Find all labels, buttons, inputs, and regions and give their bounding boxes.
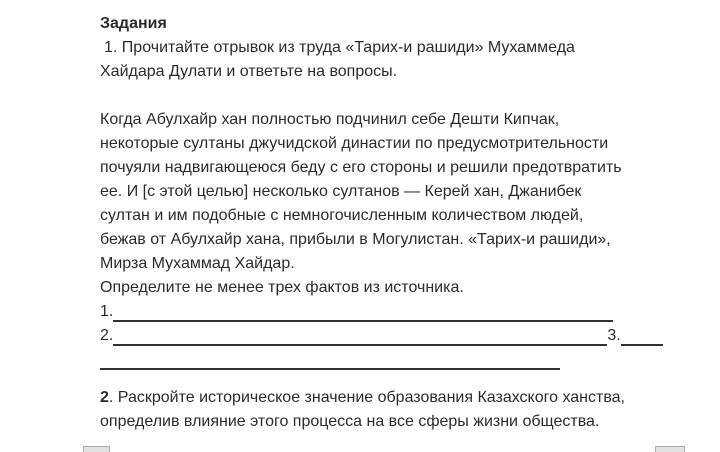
task1-line-2: Хайдара Дулати и ответьте на вопросы.: [100, 63, 398, 80]
answer-blank-row-3: [100, 348, 672, 372]
passage-line: почуяли надвигающеюся беду с его стороны и решили предотвратить: [100, 159, 622, 176]
task2-line-1: [100, 386, 672, 410]
passage-line: ее. И [с этой целью] несколько султанов — Керей хан, Джанибек: [100, 183, 582, 200]
answer-blank-line-3: [621, 324, 663, 346]
passage-line: некоторые султаны джучидской династии по предусмотрительности: [100, 135, 609, 152]
answer-blank-line-1: [113, 300, 613, 322]
answer-blank-line-2: [113, 324, 607, 346]
blank-label-2: 2.: [100, 327, 114, 344]
facts-prompt: Определите не менее трех фактов из источника.: [100, 279, 464, 296]
passage-line: бежав от Абулхайр хана, прибыли в Могулистан. «Тарих-и рашиди»,: [100, 231, 611, 248]
section-spacer: [100, 372, 672, 386]
passage-line: султан и им подобные с немногочисленным количеством людей,: [100, 207, 584, 224]
task1-line-1: 1. Прочитайте отрывок из труда «Тарих-и рашиди» Мухаммеда: [104, 39, 575, 56]
passage-line: Мирза Мухаммад Хайдар.: [100, 255, 295, 272]
answer-blank-line-3-continued: [100, 348, 560, 370]
task2-number: 2: [100, 389, 109, 406]
task2-line-1-text: . Раскройте историческое значение образования Казахского ханства,: [108, 389, 625, 406]
blank-label-3: 3.: [607, 327, 621, 344]
resize-handle-right[interactable]: [655, 446, 685, 452]
blank-label-1: 1.: [100, 303, 114, 320]
blank-spacer: [100, 84, 672, 108]
answer-blank-row-2: [100, 324, 672, 348]
document-content: [100, 12, 672, 434]
passage-line: Когда Абулхайр хан полностью подчинил себе Дешти Кипчак,: [100, 111, 560, 128]
task2-line-2: определив влияние этого процесса на все сферы жизни общества.: [100, 413, 600, 430]
answer-blank-row-1: [100, 300, 672, 324]
resize-handle-left[interactable]: [83, 446, 110, 452]
assignment-title: Задания: [100, 15, 167, 32]
